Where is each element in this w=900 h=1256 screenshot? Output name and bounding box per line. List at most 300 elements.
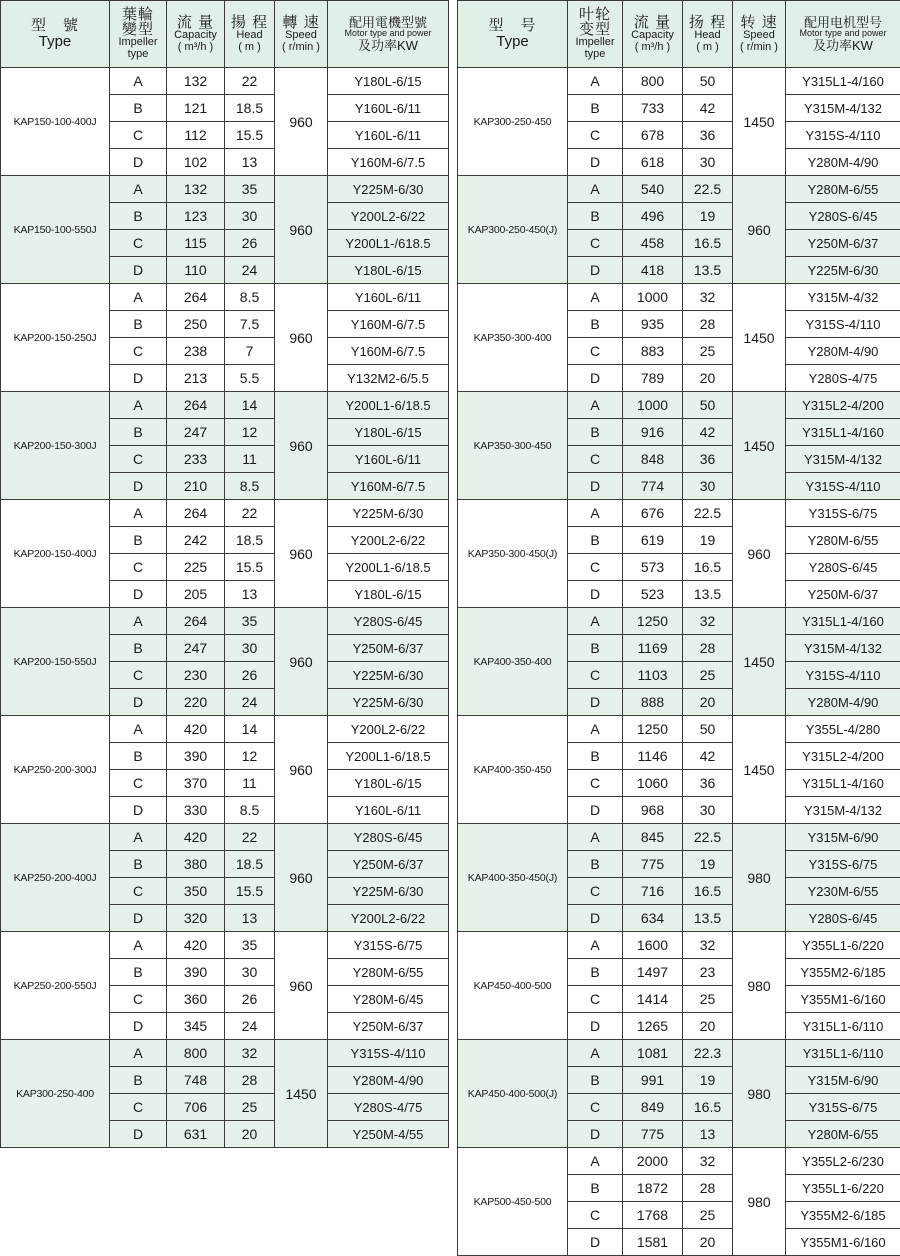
model-cell: KAP300-250-450(J) <box>458 176 568 284</box>
header-motor <box>328 1 449 68</box>
header-capacity-unit: ( m³/h ) <box>167 42 224 54</box>
speed-cell: 1450 <box>275 1040 328 1148</box>
impeller-cell: A <box>110 284 167 311</box>
header-capacity-cn: 流 量 <box>167 15 224 31</box>
motor-cell: Y180L-6/15 <box>328 581 449 608</box>
header-speed <box>275 1 328 68</box>
motor-cell: Y355L2-6/230 <box>786 1148 900 1175</box>
head-cell: 18.5 <box>225 851 275 878</box>
capacity-cell: 1169 <box>623 635 683 662</box>
capacity-cell: 2000 <box>623 1148 683 1175</box>
left-table-body <box>1 68 449 1148</box>
motor-cell: Y315M-4/132 <box>786 95 900 122</box>
model-cell: KAP450-400-500(J) <box>458 1040 568 1148</box>
impeller-cell: D <box>568 257 623 284</box>
impeller-cell: B <box>568 635 623 662</box>
motor-cell: Y280M-6/55 <box>786 1121 900 1148</box>
model-cell: KAP200-150-400J <box>1 500 110 608</box>
impeller-cell: B <box>110 527 167 554</box>
capacity-cell: 123 <box>167 203 225 230</box>
motor-cell: Y200L2-6/22 <box>328 527 449 554</box>
head-cell: 13.5 <box>683 581 733 608</box>
impeller-cell: B <box>110 311 167 338</box>
header-impeller-cn: 叶轮 变型 <box>568 7 622 37</box>
motor-cell: Y160M-6/7.5 <box>328 338 449 365</box>
header-impeller <box>110 1 167 68</box>
capacity-cell: 345 <box>167 1013 225 1040</box>
capacity-cell: 420 <box>167 932 225 959</box>
table-row <box>1 824 449 851</box>
impeller-cell: A <box>568 284 623 311</box>
head-cell: 15.5 <box>225 878 275 905</box>
motor-cell: Y355L1-6/220 <box>786 932 900 959</box>
head-cell: 13 <box>225 905 275 932</box>
head-cell: 20 <box>225 1121 275 1148</box>
motor-cell: Y160M-6/7.5 <box>328 473 449 500</box>
motor-cell: Y355M1-6/160 <box>786 986 900 1013</box>
header-type-cn: 型 号 <box>458 18 567 34</box>
motor-cell: Y315S-4/110 <box>786 473 900 500</box>
capacity-cell: 845 <box>623 824 683 851</box>
motor-cell: Y280S-6/45 <box>786 203 900 230</box>
header-impeller-cn: 葉輪 變型 <box>110 7 166 37</box>
impeller-cell: D <box>110 365 167 392</box>
header-type <box>458 1 568 68</box>
capacity-cell: 1872 <box>623 1175 683 1202</box>
header-speed-en: Speed <box>275 30 327 42</box>
head-cell: 8.5 <box>225 473 275 500</box>
model-cell: KAP250-200-550J <box>1 932 110 1040</box>
motor-cell: Y315L1-4/160 <box>786 419 900 446</box>
head-cell: 5.5 <box>225 365 275 392</box>
head-cell: 22.5 <box>683 500 733 527</box>
model-cell: KAP350-300-450(J) <box>458 500 568 608</box>
model-cell: KAP400-350-450(J) <box>458 824 568 932</box>
capacity-cell: 775 <box>623 1121 683 1148</box>
capacity-cell: 1081 <box>623 1040 683 1067</box>
capacity-cell: 540 <box>623 176 683 203</box>
impeller-cell: A <box>110 500 167 527</box>
impeller-cell: D <box>568 365 623 392</box>
impeller-cell: C <box>568 986 623 1013</box>
head-cell: 22 <box>225 68 275 95</box>
capacity-cell: 418 <box>623 257 683 284</box>
motor-cell: Y160M-6/7.5 <box>328 311 449 338</box>
head-cell: 11 <box>225 770 275 797</box>
head-cell: 30 <box>225 635 275 662</box>
speed-cell: 960 <box>275 608 328 716</box>
motor-cell: Y315S-4/110 <box>786 311 900 338</box>
capacity-cell: 250 <box>167 311 225 338</box>
motor-cell: Y280M-4/90 <box>328 1067 449 1094</box>
impeller-cell: B <box>568 419 623 446</box>
head-cell: 12 <box>225 743 275 770</box>
speed-cell: 960 <box>275 176 328 284</box>
right-spec-table-panel <box>457 0 900 1256</box>
speed-cell: 980 <box>733 1148 786 1256</box>
impeller-cell: C <box>110 554 167 581</box>
head-cell: 32 <box>683 932 733 959</box>
motor-cell: Y200L2-6/22 <box>328 203 449 230</box>
table-row <box>1 1040 449 1067</box>
speed-cell: 980 <box>733 824 786 932</box>
table-row <box>458 284 900 311</box>
header-motor-cn: 配用电机型号 <box>786 16 900 30</box>
motor-cell: Y280S-6/45 <box>328 608 449 635</box>
head-cell: 16.5 <box>683 230 733 257</box>
head-cell: 16.5 <box>683 878 733 905</box>
model-cell: KAP150-100-550J <box>1 176 110 284</box>
header-speed-en: Speed <box>733 30 785 42</box>
capacity-cell: 789 <box>623 365 683 392</box>
motor-cell: Y315M-6/90 <box>786 824 900 851</box>
capacity-cell: 121 <box>167 95 225 122</box>
impeller-cell: C <box>568 122 623 149</box>
head-cell: 22.5 <box>683 824 733 851</box>
capacity-cell: 1600 <box>623 932 683 959</box>
capacity-cell: 360 <box>167 986 225 1013</box>
impeller-cell: C <box>110 230 167 257</box>
model-cell: KAP250-200-300J <box>1 716 110 824</box>
table-row <box>1 176 449 203</box>
impeller-cell: A <box>568 932 623 959</box>
motor-cell: Y280S-4/75 <box>328 1094 449 1121</box>
capacity-cell: 264 <box>167 392 225 419</box>
capacity-cell: 390 <box>167 743 225 770</box>
table-row <box>458 716 900 743</box>
head-cell: 19 <box>683 851 733 878</box>
motor-cell: Y315M-4/132 <box>786 797 900 824</box>
motor-cell: Y280M-4/90 <box>786 338 900 365</box>
capacity-cell: 1060 <box>623 770 683 797</box>
capacity-cell: 112 <box>167 122 225 149</box>
impeller-cell: D <box>568 149 623 176</box>
motor-cell: Y160L-6/11 <box>328 95 449 122</box>
head-cell: 20 <box>683 689 733 716</box>
left-spec-table-panel <box>0 0 448 1148</box>
motor-cell: Y280S-6/45 <box>786 905 900 932</box>
model-cell: KAP300-250-450 <box>458 68 568 176</box>
head-cell: 22 <box>225 824 275 851</box>
header-head-en: Head <box>683 30 732 42</box>
impeller-cell: B <box>568 959 623 986</box>
impeller-cell: B <box>568 1067 623 1094</box>
header-speed-cn: 转 速 <box>733 15 785 31</box>
impeller-cell: D <box>568 797 623 824</box>
head-cell: 16.5 <box>683 554 733 581</box>
motor-cell: Y200L1-6/18.5 <box>328 743 449 770</box>
head-cell: 42 <box>683 419 733 446</box>
impeller-cell: B <box>110 851 167 878</box>
pump-spec-table-right <box>457 0 900 1256</box>
motor-cell: Y225M-6/30 <box>328 176 449 203</box>
speed-cell: 960 <box>733 176 786 284</box>
impeller-cell: C <box>110 770 167 797</box>
motor-cell: Y315L1-4/160 <box>786 770 900 797</box>
motor-cell: Y355L-4/280 <box>786 716 900 743</box>
impeller-cell: B <box>568 95 623 122</box>
impeller-cell: A <box>568 608 623 635</box>
model-cell: KAP400-350-450 <box>458 716 568 824</box>
impeller-cell: A <box>568 392 623 419</box>
impeller-cell: B <box>110 959 167 986</box>
head-cell: 42 <box>683 743 733 770</box>
motor-cell: Y225M-6/30 <box>328 500 449 527</box>
capacity-cell: 205 <box>167 581 225 608</box>
motor-cell: Y315M-4/132 <box>786 446 900 473</box>
motor-cell: Y280M-6/55 <box>786 176 900 203</box>
impeller-cell: A <box>110 608 167 635</box>
motor-cell: Y160M-6/7.5 <box>328 149 449 176</box>
speed-cell: 960 <box>275 284 328 392</box>
capacity-cell: 132 <box>167 68 225 95</box>
capacity-cell: 1414 <box>623 986 683 1013</box>
impeller-cell: A <box>110 68 167 95</box>
impeller-cell: B <box>568 527 623 554</box>
model-cell: KAP200-150-300J <box>1 392 110 500</box>
model-cell: KAP350-300-400 <box>458 284 568 392</box>
table-row <box>458 392 900 419</box>
capacity-cell: 102 <box>167 149 225 176</box>
capacity-cell: 678 <box>623 122 683 149</box>
table-row <box>1 608 449 635</box>
impeller-cell: A <box>568 176 623 203</box>
head-cell: 50 <box>683 392 733 419</box>
head-cell: 30 <box>225 203 275 230</box>
head-cell: 26 <box>225 986 275 1013</box>
impeller-cell: D <box>110 581 167 608</box>
capacity-cell: 523 <box>623 581 683 608</box>
header-motor-en: Motor type and power <box>786 29 900 38</box>
motor-cell: Y250M-6/37 <box>786 581 900 608</box>
capacity-cell: 225 <box>167 554 225 581</box>
model-cell: KAP400-350-400 <box>458 608 568 716</box>
header-impeller <box>568 1 623 68</box>
capacity-cell: 676 <box>623 500 683 527</box>
head-cell: 36 <box>683 770 733 797</box>
impeller-cell: C <box>568 338 623 365</box>
table-row <box>458 1040 900 1067</box>
model-cell: KAP300-250-400 <box>1 1040 110 1148</box>
capacity-cell: 210 <box>167 473 225 500</box>
capacity-cell: 1103 <box>623 662 683 689</box>
head-cell: 25 <box>225 1094 275 1121</box>
impeller-cell: C <box>568 1094 623 1121</box>
capacity-cell: 634 <box>623 905 683 932</box>
head-cell: 26 <box>225 662 275 689</box>
motor-cell: Y315L1-6/110 <box>786 1040 900 1067</box>
impeller-cell: C <box>110 986 167 1013</box>
head-cell: 20 <box>683 1229 733 1256</box>
motor-cell: Y315S-6/75 <box>786 851 900 878</box>
motor-cell: Y280M-6/55 <box>786 527 900 554</box>
header-motor-en: Motor type and power <box>328 29 448 38</box>
right-table-body <box>458 68 900 1256</box>
capacity-cell: 264 <box>167 284 225 311</box>
speed-cell: 960 <box>733 500 786 608</box>
impeller-cell: A <box>568 1040 623 1067</box>
head-cell: 25 <box>683 986 733 1013</box>
motor-cell: Y315S-6/75 <box>786 1094 900 1121</box>
capacity-cell: 916 <box>623 419 683 446</box>
capacity-cell: 320 <box>167 905 225 932</box>
head-cell: 50 <box>683 716 733 743</box>
capacity-cell: 264 <box>167 608 225 635</box>
motor-cell: Y280M-4/90 <box>786 689 900 716</box>
capacity-cell: 991 <box>623 1067 683 1094</box>
impeller-cell: B <box>110 95 167 122</box>
impeller-cell: A <box>110 1040 167 1067</box>
speed-cell: 1450 <box>733 716 786 824</box>
head-cell: 8.5 <box>225 284 275 311</box>
head-cell: 7 <box>225 338 275 365</box>
capacity-cell: 1265 <box>623 1013 683 1040</box>
table-row <box>458 176 900 203</box>
capacity-cell: 706 <box>167 1094 225 1121</box>
speed-cell: 1450 <box>733 608 786 716</box>
header-motor-cn2: 及功率KW <box>786 39 900 53</box>
capacity-cell: 233 <box>167 446 225 473</box>
capacity-cell: 420 <box>167 716 225 743</box>
header-impeller-en: Impeller type <box>568 37 622 60</box>
impeller-cell: A <box>568 68 623 95</box>
capacity-cell: 631 <box>167 1121 225 1148</box>
impeller-cell: D <box>110 1013 167 1040</box>
motor-cell: Y132M2-6/5.5 <box>328 365 449 392</box>
motor-cell: Y225M-6/30 <box>328 662 449 689</box>
table-row <box>458 1148 900 1175</box>
head-cell: 13.5 <box>683 257 733 284</box>
head-cell: 42 <box>683 95 733 122</box>
capacity-cell: 264 <box>167 500 225 527</box>
impeller-cell: D <box>110 257 167 284</box>
impeller-cell: B <box>110 743 167 770</box>
table-row <box>458 68 900 95</box>
table-row <box>458 608 900 635</box>
header-type-cn: 型 號 <box>1 18 109 34</box>
head-cell: 15.5 <box>225 554 275 581</box>
motor-cell: Y315S-4/110 <box>786 662 900 689</box>
head-cell: 36 <box>683 122 733 149</box>
impeller-cell: D <box>110 689 167 716</box>
impeller-cell: C <box>110 338 167 365</box>
head-cell: 32 <box>683 608 733 635</box>
impeller-cell: B <box>110 635 167 662</box>
motor-cell: Y250M-6/37 <box>328 1013 449 1040</box>
impeller-cell: B <box>110 1067 167 1094</box>
header-capacity-cn: 流 量 <box>623 15 682 31</box>
head-cell: 24 <box>225 257 275 284</box>
capacity-cell: 132 <box>167 176 225 203</box>
speed-cell: 960 <box>275 824 328 932</box>
table-row <box>458 824 900 851</box>
motor-cell: Y315S-6/75 <box>786 500 900 527</box>
impeller-cell: C <box>110 1094 167 1121</box>
capacity-cell: 390 <box>167 959 225 986</box>
speed-cell: 960 <box>275 392 328 500</box>
header-head-unit: ( m ) <box>225 42 274 54</box>
capacity-cell: 619 <box>623 527 683 554</box>
impeller-cell: C <box>568 878 623 905</box>
capacity-cell: 230 <box>167 662 225 689</box>
motor-cell: Y315S-6/75 <box>328 932 449 959</box>
header-speed-unit: ( r/min ) <box>733 42 785 54</box>
impeller-cell: A <box>568 1148 623 1175</box>
capacity-cell: 800 <box>167 1040 225 1067</box>
motor-cell: Y280S-4/75 <box>786 365 900 392</box>
capacity-cell: 848 <box>623 446 683 473</box>
head-cell: 22.3 <box>683 1040 733 1067</box>
head-cell: 30 <box>683 149 733 176</box>
impeller-cell: D <box>110 473 167 500</box>
impeller-cell: C <box>110 122 167 149</box>
head-cell: 26 <box>225 230 275 257</box>
impeller-cell: D <box>568 1013 623 1040</box>
header-head <box>683 1 733 68</box>
capacity-cell: 1000 <box>623 284 683 311</box>
header-capacity-unit: ( m³/h ) <box>623 42 682 54</box>
motor-cell: Y315S-4/110 <box>786 122 900 149</box>
header-speed <box>733 1 786 68</box>
motor-cell: Y355M2-6/185 <box>786 959 900 986</box>
head-cell: 28 <box>683 1175 733 1202</box>
head-cell: 30 <box>683 473 733 500</box>
motor-cell: Y225M-6/30 <box>786 257 900 284</box>
motor-cell: Y315M-4/132 <box>786 635 900 662</box>
head-cell: 32 <box>683 284 733 311</box>
table-row <box>1 932 449 959</box>
capacity-cell: 247 <box>167 635 225 662</box>
head-cell: 19 <box>683 1067 733 1094</box>
header-speed-cn: 轉 速 <box>275 15 327 31</box>
capacity-cell: 888 <box>623 689 683 716</box>
head-cell: 35 <box>225 932 275 959</box>
speed-cell: 1450 <box>733 284 786 392</box>
head-cell: 35 <box>225 176 275 203</box>
capacity-cell: 350 <box>167 878 225 905</box>
capacity-cell: 968 <box>623 797 683 824</box>
capacity-cell: 775 <box>623 851 683 878</box>
impeller-cell: C <box>568 554 623 581</box>
impeller-cell: C <box>568 770 623 797</box>
head-cell: 23 <box>683 959 733 986</box>
motor-cell: Y200L2-6/22 <box>328 905 449 932</box>
head-cell: 19 <box>683 203 733 230</box>
header-motor-cn: 配用電機型號 <box>328 16 448 30</box>
header-head-cn: 揚 程 <box>225 15 274 31</box>
capacity-cell: 1000 <box>623 392 683 419</box>
impeller-cell: B <box>110 203 167 230</box>
impeller-cell: A <box>568 824 623 851</box>
head-cell: 16.5 <box>683 1094 733 1121</box>
impeller-cell: D <box>568 689 623 716</box>
head-cell: 14 <box>225 392 275 419</box>
motor-cell: Y180L-6/15 <box>328 770 449 797</box>
capacity-cell: 1146 <box>623 743 683 770</box>
head-cell: 24 <box>225 689 275 716</box>
model-cell: KAP150-100-400J <box>1 68 110 176</box>
motor-cell: Y315L2-4/200 <box>786 743 900 770</box>
model-cell: KAP250-200-400J <box>1 824 110 932</box>
motor-cell: Y160L-6/11 <box>328 797 449 824</box>
capacity-cell: 496 <box>623 203 683 230</box>
capacity-cell: 1497 <box>623 959 683 986</box>
head-cell: 35 <box>225 608 275 635</box>
model-cell: KAP450-400-500 <box>458 932 568 1040</box>
model-cell: KAP350-300-450 <box>458 392 568 500</box>
capacity-cell: 110 <box>167 257 225 284</box>
head-cell: 20 <box>683 365 733 392</box>
